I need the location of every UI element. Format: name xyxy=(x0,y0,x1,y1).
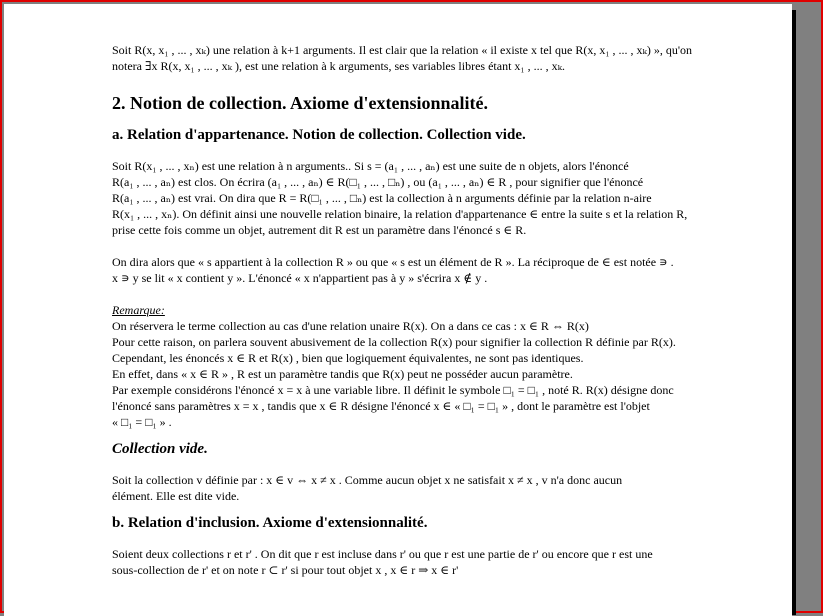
text-line: R(a₁ , ... , aₙ) est vrai. On dira que R = R(□₁ , ... , □ₙ) est la collection à n arguments définie par la relation n-aire xyxy=(112,191,652,205)
text-line: R(a₁ , ... , aₙ) est clos. On écrira (a₁ , ... , aₙ) ∈ R(□₁ , ... , □ₙ) , ou (a₁ , ... , aₙ) ∈ R , pour signifier que l'énoncé xyxy=(112,175,644,189)
text-line: prise cette fois comme un objet, autrement dit R est un paramètre dans l'énoncé s ∈ R. xyxy=(112,223,527,237)
text-line: « □₁ = □₁ » . xyxy=(112,415,172,429)
text-line: Soient deux collections r et r' . On dit que r est incluse dans r' ou que r est une partie de r' ou encore que r est une xyxy=(112,547,653,561)
paragraph-remarque xyxy=(112,318,768,430)
text-line: Par exemple considérons l'énoncé x = x à une variable libre. Il définit le symbole □₁ = □₁ , noté R. R(x) désigne donc xyxy=(112,383,674,397)
remarque-label: Remarque: xyxy=(112,303,165,317)
paragraph-inclusion xyxy=(112,546,768,578)
intro-line-1: Soit R(x, x₁ , ... , xₖ) une relation à k+1 arguments. Il est clair que la relation « il existe x tel que R(x, x₁ , ... , xₖ) », qu'on xyxy=(112,43,693,57)
text-line: Soit R(x₁ , ... , xₙ) est une relation à n arguments.. Si s = (a₁ , ... , aₙ) est une suite de n objets, alors l'énoncé xyxy=(112,159,629,173)
text-line: Soit la collection v définie par : x ∈ v ⇔ x ≠ x . Comme aucun objet x ne satisfait x ≠ x , v n'a donc aucun xyxy=(112,473,623,487)
subsection-a-title: a. Relation d'appartenance. Notion de collection. Collection vide. xyxy=(112,127,526,143)
text-line: Cependant, les énoncés x ∈ R et R(x) , bien que logiquement équivalentes, ne sont pas identiques. xyxy=(112,351,584,365)
document-content xyxy=(112,42,768,578)
paragraph-appartenance xyxy=(112,158,768,238)
text-line: Pour cette raison, on parlera souvent abusivement de la collection R(x) pour signifier la collection R définie par R(x). xyxy=(112,335,676,349)
intro-line-2: notera ∃x R(x, x₁ , ... , xₖ ), est une relation à k arguments, ses variables libres étant x₁ , ... , xₖ. xyxy=(112,59,565,73)
text-line: On réservera le terme collection au cas d'une relation unaire R(x). On a dans ce cas : x ∈ R ⇔ R(x) xyxy=(112,319,589,333)
paragraph-element xyxy=(112,254,768,286)
text-line: R(x₁ , ... , xₙ). On définit ainsi une nouvelle relation binaire, la relation d'appartenance ∈ entre la suite s et la relation R, xyxy=(112,207,688,221)
text-line: x ∍ y se lit « x contient y ». L'énoncé « x n'appartient pas à y » s'écrira x ∉ y . xyxy=(112,271,488,285)
subsection-b-title: b. Relation d'inclusion. Axiome d'extensionnalité. xyxy=(112,515,428,531)
section-2-title: 2. Notion de collection. Axiome d'extensionnalité. xyxy=(112,93,488,113)
text-line: On dira alors que « s appartient à la collection R » ou que « s est un élément de R ». La réciproque de ∈ est notée ∍ . xyxy=(112,255,674,269)
paragraph-vide xyxy=(112,472,768,504)
text-line: élément. Elle est dite vide. xyxy=(112,489,240,503)
collection-vide-title: Collection vide. xyxy=(112,441,208,457)
text-line: l'énoncé sans paramètres x = x , tandis que x ∈ R désigne l'énoncé x ∈ « □₁ = □₁ » , dont le paramètre est l'objet xyxy=(112,399,650,413)
text-line: En effet, dans « x ∈ R » , R est un paramètre tandis que R(x) peut ne posséder aucun paramètre. xyxy=(112,367,573,381)
page-shadow xyxy=(792,10,796,615)
text-line: sous-collection de r' et on note r ⊂ r' si pour tout objet x , x ∈ r ⇒ x ∈ r' xyxy=(112,563,459,577)
document-page xyxy=(4,4,792,616)
